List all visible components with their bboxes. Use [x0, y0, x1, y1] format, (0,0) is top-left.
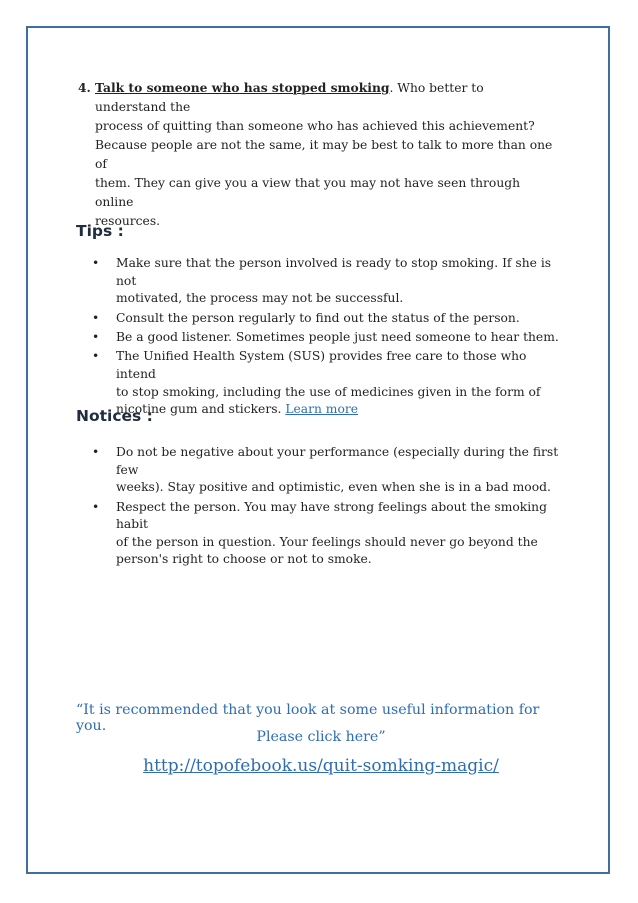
quote-line-2[interactable]: Please click here”	[256, 729, 386, 745]
list-item	[92, 255, 562, 308]
notices-heading: Notices :	[76, 407, 153, 425]
promo-url-link[interactable]: http://topofebook.us/quit-somking-magic/	[143, 756, 499, 776]
bullet-icon: •	[92, 310, 100, 325]
tip-line: Make sure that the person involved is ready to stop smoking. If she is not	[116, 256, 552, 288]
item-4-body	[95, 78, 558, 231]
learn-more-link[interactable]: Learn more	[285, 402, 359, 417]
notices-list	[92, 444, 562, 571]
item-4-line: Because people are not the same, it may be best to talk to more than one of	[95, 138, 553, 171]
list-item	[92, 444, 562, 497]
tip-line: The Unified Health System (SUS) provides free care to those who intend	[116, 349, 527, 381]
numbered-item-4	[78, 78, 558, 231]
bullet-icon: •	[92, 499, 100, 514]
notice-line: Respect the person. You may have strong feelings about the smoking habit	[116, 499, 547, 532]
tip-line: motivated, the process may not be successful.	[116, 291, 404, 306]
bullet-icon: •	[92, 256, 100, 270]
tip-line: nicotine gum and stickers.	[116, 402, 286, 417]
list-item	[92, 310, 562, 328]
tip-line: Consult the person regularly to find out the status of the person.	[116, 310, 520, 325]
bullet-icon: •	[92, 329, 100, 344]
bullet-icon: •	[92, 445, 100, 459]
notice-line: of the person in question. Your feelings should never go beyond the	[116, 534, 538, 549]
notice-line: weeks). Stay positive and optimistic, even when she is in a bad mood.	[116, 480, 551, 495]
list-item	[92, 499, 562, 569]
item-4-title: Talk to someone who has stopped smoking	[95, 80, 390, 95]
list-item	[92, 329, 562, 347]
tip-line: to stop smoking, including the use of medicines given in the form of	[116, 384, 541, 399]
quote-line-1: “It is recommended that you look at some useful information for you.	[76, 702, 540, 734]
item-4-line: process of quitting than someone who has achieved this achievement?	[95, 119, 535, 133]
list-item	[92, 348, 562, 418]
tips-heading: Tips :	[76, 222, 124, 240]
notice-line: Do not be negative about your performance (especially during the first few	[116, 445, 559, 477]
notice-line: person's right to choose or not to smoke.	[116, 552, 372, 567]
bullet-icon: •	[92, 349, 100, 364]
item-4-line: . Who better to understand the	[95, 81, 484, 114]
item-4-line: resources.	[95, 214, 161, 228]
tip-line: Be a good listener. Sometimes people just need someone to hear them.	[116, 329, 559, 344]
tips-list	[92, 255, 562, 421]
item-4-line: them. They can give you a view that you may not have seen through online	[95, 176, 521, 209]
item-number: 4.	[78, 80, 91, 95]
